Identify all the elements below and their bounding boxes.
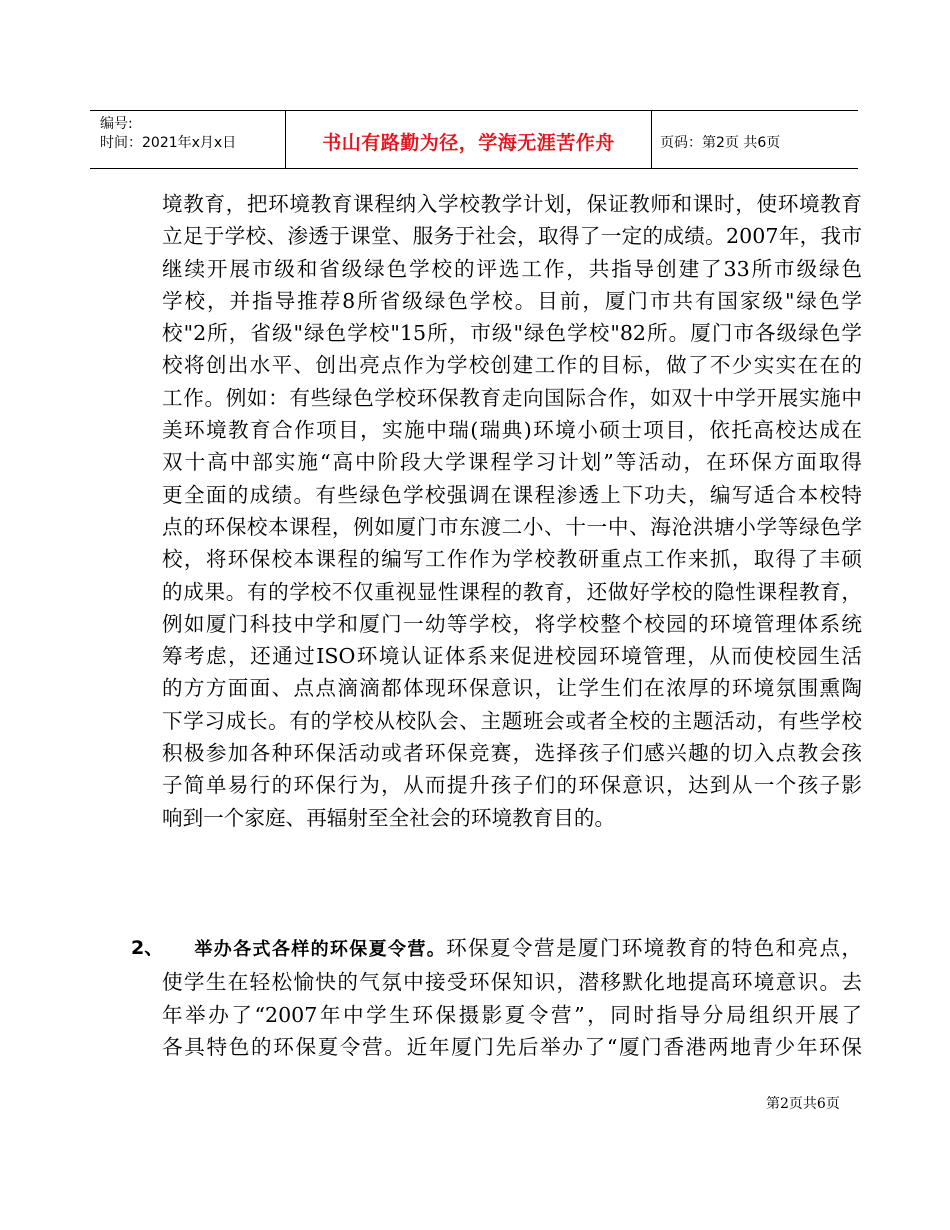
header-motto: 书山有路勤为径，学海无涯苦作舟 xyxy=(286,111,652,168)
date-label: 时间：2021年x月x日 xyxy=(100,135,237,151)
list-item-body xyxy=(162,932,862,1063)
header-meta xyxy=(90,111,286,168)
list-item-line: 使学生在轻松愉快的气氛中接受环保知识，潜移默化地提高环境意识。去 xyxy=(162,970,862,995)
body-paragraph xyxy=(162,188,862,834)
page-header xyxy=(90,110,858,169)
body-line: 学校，并指导推荐8所省级绿色学校。目前，厦门市共有国家级"绿色学 xyxy=(162,288,862,313)
body-line: 校，将环保校本课程的编写工作作为学校教研重点工作来抓，取得了丰硕 xyxy=(162,547,862,572)
body-line: 响到一个家庭、再辐射至全社会的环境教育目的。 xyxy=(162,805,616,830)
list-item-first-line xyxy=(162,932,862,966)
body-line: 双十高中部实施“高中阶段大学课程学习计划”等活动，在环保方面取得 xyxy=(162,450,862,475)
body-line: 筹考虑，还通过ISO环境认证体系来促进校园环境管理，从而使校园生活 xyxy=(162,644,862,669)
body-line: 校将创出水平、创出亮点作为学校创建工作的目标，做了不少实实在在的 xyxy=(162,353,862,378)
header-page-number: 页码：第2页 共6页 xyxy=(660,134,781,151)
list-item-line: 年举办了“2007年中学生环保摄影夏令营”，同时指导分局组织开展了 xyxy=(162,1002,862,1027)
body-line: 继续开展市级和省级绿色学校的评选工作，共指导创建了33所市级绿色 xyxy=(162,256,862,281)
body-line: 工作。例如：有些绿色学校环保教育走向国际合作，如双十中学开展实施中 xyxy=(162,385,862,410)
body-line: 立足于学校、渗透于课堂、服务于社会，取得了一定的成绩。2007年，我市 xyxy=(162,224,862,249)
body-line: 境教育，把环境教育课程纳入学校教学计划，保证教师和课时，使环境教育 xyxy=(162,192,862,216)
list-item-line: 各具特色的环保夏令营。近年厦门先后举办了“厦门香港两地青少年环保 xyxy=(162,1034,862,1059)
body-line: 子简单易行的环保行为，从而提升孩子们的环保意识，达到从一个孩子影 xyxy=(162,773,862,798)
body-line: 更全面的成绩。有些绿色学校强调在课程渗透上下功夫，编写适合本校特 xyxy=(162,482,862,507)
list-item-marker: 2、 xyxy=(131,937,164,959)
list-item-first-line-text: 环保夏令营是厦门环境教育的特色和亮点， xyxy=(446,936,863,960)
body-line: 校"2所，省级"绿色学校"15所，市级"绿色学校"82所。厦门市各级绿色学 xyxy=(162,321,862,346)
page-footer: 第2页共6页 xyxy=(766,1096,840,1112)
serial-number-label: 编号: xyxy=(100,116,133,132)
body-line: 例如厦门科技中学和厦门一幼等学校，将学校整个校园的环境管理体系统 xyxy=(162,611,862,636)
list-item-title: 举办各式各样的环保夏令营。 xyxy=(193,939,447,960)
body-line: 下学习成长。有的学校从校队会、主题班会或者全校的主题活动，有些学校 xyxy=(162,708,862,733)
body-line: 的成果。有的学校不仅重视显性课程的教育，还做好学校的隐性课程教育， xyxy=(162,579,862,604)
body-line: 美环境教育合作项目，实施中瑞(瑞典)环境小硕士项目，依托高校达成在 xyxy=(162,418,862,443)
body-line: 的方方面面、点点滴滴都体现环保意识，让学生们在浓厚的环境氛围熏陶 xyxy=(162,676,862,701)
body-line: 积极参加各种环保活动或者环保竞赛，选择孩子们感兴趣的切入点教会孩 xyxy=(162,741,862,766)
body-line: 点的环保校本课程，例如厦门市东渡二小、十一中、海沧洪塘小学等绿色学 xyxy=(162,514,862,539)
